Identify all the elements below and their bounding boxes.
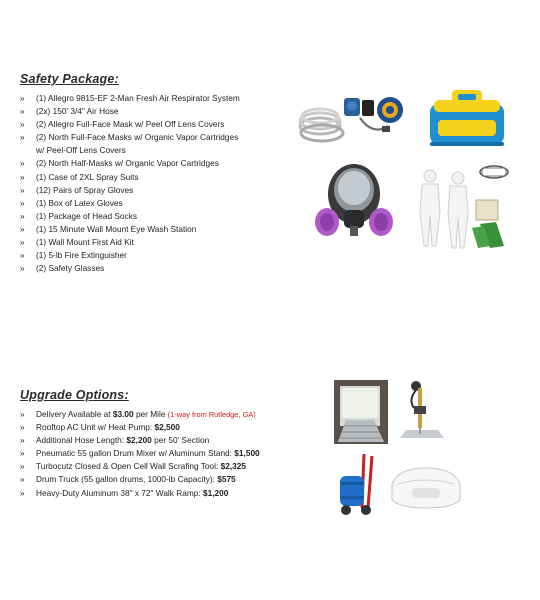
upgrade-item-price: $2,200 — [126, 435, 152, 446]
drum-mixer-image — [396, 378, 450, 444]
trailer-ramp-image — [334, 380, 388, 444]
safety-list-item — [20, 184, 240, 197]
safety-item-text: (1) Wall Mount First Aid Kit — [36, 237, 134, 248]
bullet-marker: » — [20, 197, 25, 208]
safety-item-text: (2) North Half-Masks w/ Organic Vapor Cartridges — [36, 158, 219, 169]
upgrade-options-title: Upgrade Options: — [20, 388, 129, 402]
upgrade-options-list — [20, 408, 260, 500]
safety-item-continuation: w/ Peel-Off Lens Covers — [36, 145, 126, 156]
safety-list-item — [20, 210, 240, 223]
bullet-marker: » — [20, 171, 25, 182]
safety-list-item — [20, 105, 240, 118]
bullet-marker: » — [20, 223, 25, 234]
upgrade-options-section — [20, 388, 260, 500]
safety-list-item — [20, 236, 240, 249]
bullet-marker: » — [20, 422, 25, 433]
upgrade-item-text: Rooftop AC Unit w/ Heat Pump: — [36, 422, 155, 433]
bullet-marker: » — [20, 263, 25, 274]
safety-item-text: (1) Package of Head Socks — [36, 210, 137, 221]
safety-list-item — [20, 131, 240, 157]
safety-list-item — [20, 197, 240, 210]
upgrade-list-item — [20, 408, 260, 421]
safety-list-item — [20, 223, 240, 236]
bullet-marker: » — [20, 250, 25, 261]
bullet-marker: » — [20, 237, 25, 248]
bullet-marker: » — [20, 106, 25, 117]
rooftop-ac-image — [388, 462, 464, 512]
upgrade-list-item — [20, 487, 260, 500]
safety-list-item — [20, 171, 240, 184]
safety-item-text: (2x) 150' 3/4" Air Hose — [36, 106, 119, 117]
safety-item-text: (1) Box of Latex Gloves — [36, 197, 123, 208]
safety-list-item — [20, 92, 240, 105]
bullet-marker: » — [20, 93, 25, 103]
bullet-marker: » — [20, 461, 25, 472]
upgrade-item-text: Heavy-Duty Aluminum 38" x 72" Walk Ramp: — [36, 487, 203, 498]
bullet-marker: » — [20, 474, 25, 485]
bullet-marker: » — [20, 487, 25, 498]
safety-list-item — [20, 118, 240, 131]
upgrade-list-item — [20, 434, 260, 447]
upgrade-item-suffix: per Mile — [133, 409, 168, 419]
upgrade-item-price: $575 — [217, 474, 236, 485]
upgrade-item-price: $3.00 — [112, 409, 134, 419]
safety-item-text: (1) 15 Minute Wall Mount Eye Wash Station — [36, 223, 197, 234]
eye-wash-station-image — [424, 86, 510, 150]
full-face-mask-image — [314, 160, 394, 244]
upgrade-item-suffix: per 50' Section — [151, 435, 210, 446]
safety-item-text: (2) Allegro Full-Face Mask w/ Peel Off Lens Covers — [36, 119, 225, 130]
upgrade-list-item — [20, 460, 260, 473]
bullet-marker: » — [20, 184, 25, 195]
bullet-marker: » — [20, 119, 25, 130]
bullet-marker: » — [20, 435, 25, 446]
spray-suits-gloves-image — [414, 162, 514, 252]
bullet-marker: » — [20, 210, 25, 221]
safety-list-item — [20, 157, 240, 170]
safety-item-text: (1) Allegro 9815-EF 2-Man Fresh Air Respirator System — [36, 93, 240, 103]
bullet-marker: » — [20, 132, 25, 143]
upgrade-item-price: $2,500 — [154, 422, 180, 433]
upgrade-item-text: Additional Hose Length: — [36, 435, 127, 446]
upgrade-item-text: Drum Truck (55 gallon drums, 1000-lb Capacity): — [36, 474, 218, 485]
upgrade-item-text: Pneumatic 55 gallon Drum Mixer w/ Aluminum Stand: — [36, 448, 235, 459]
safety-item-text: (12) Pairs of Spray Gloves — [36, 184, 134, 195]
safety-list-item — [20, 262, 240, 275]
safety-item-text: (2) Safety Glasses — [36, 263, 105, 274]
bullet-marker: » — [20, 448, 25, 459]
safety-package-title: Safety Package: — [20, 72, 119, 86]
drum-truck-image — [332, 452, 380, 516]
respirator-system-image — [298, 86, 416, 148]
safety-item-text: (1) 5-lb Fire Extinguisher — [36, 250, 127, 261]
upgrade-item-note: (1-way from Rutledge, GA) — [167, 410, 256, 419]
upgrade-item-text: Delivery Available at — [36, 409, 113, 419]
upgrade-item-price: $2,325 — [220, 461, 246, 472]
bullet-marker: » — [20, 409, 25, 419]
safety-item-text: (2) North Full-Face Masks w/ Organic Vapor Cartridges — [36, 132, 239, 143]
safety-list-item — [20, 249, 240, 262]
safety-package-list — [20, 92, 240, 275]
upgrade-item-price: $1,500 — [234, 448, 260, 459]
upgrade-list-item — [20, 473, 260, 486]
upgrade-list-item — [20, 421, 260, 434]
safety-package-section — [20, 72, 240, 275]
upgrade-list-item — [20, 447, 260, 460]
upgrade-item-text: Turbocutz Closed & Open Cell Wall Scrafing Tool: — [36, 461, 221, 472]
upgrade-item-price: $1,200 — [202, 487, 229, 498]
bullet-marker: » — [20, 158, 25, 169]
safety-item-text: (1) Case of 2XL Spray Suits — [36, 171, 139, 182]
